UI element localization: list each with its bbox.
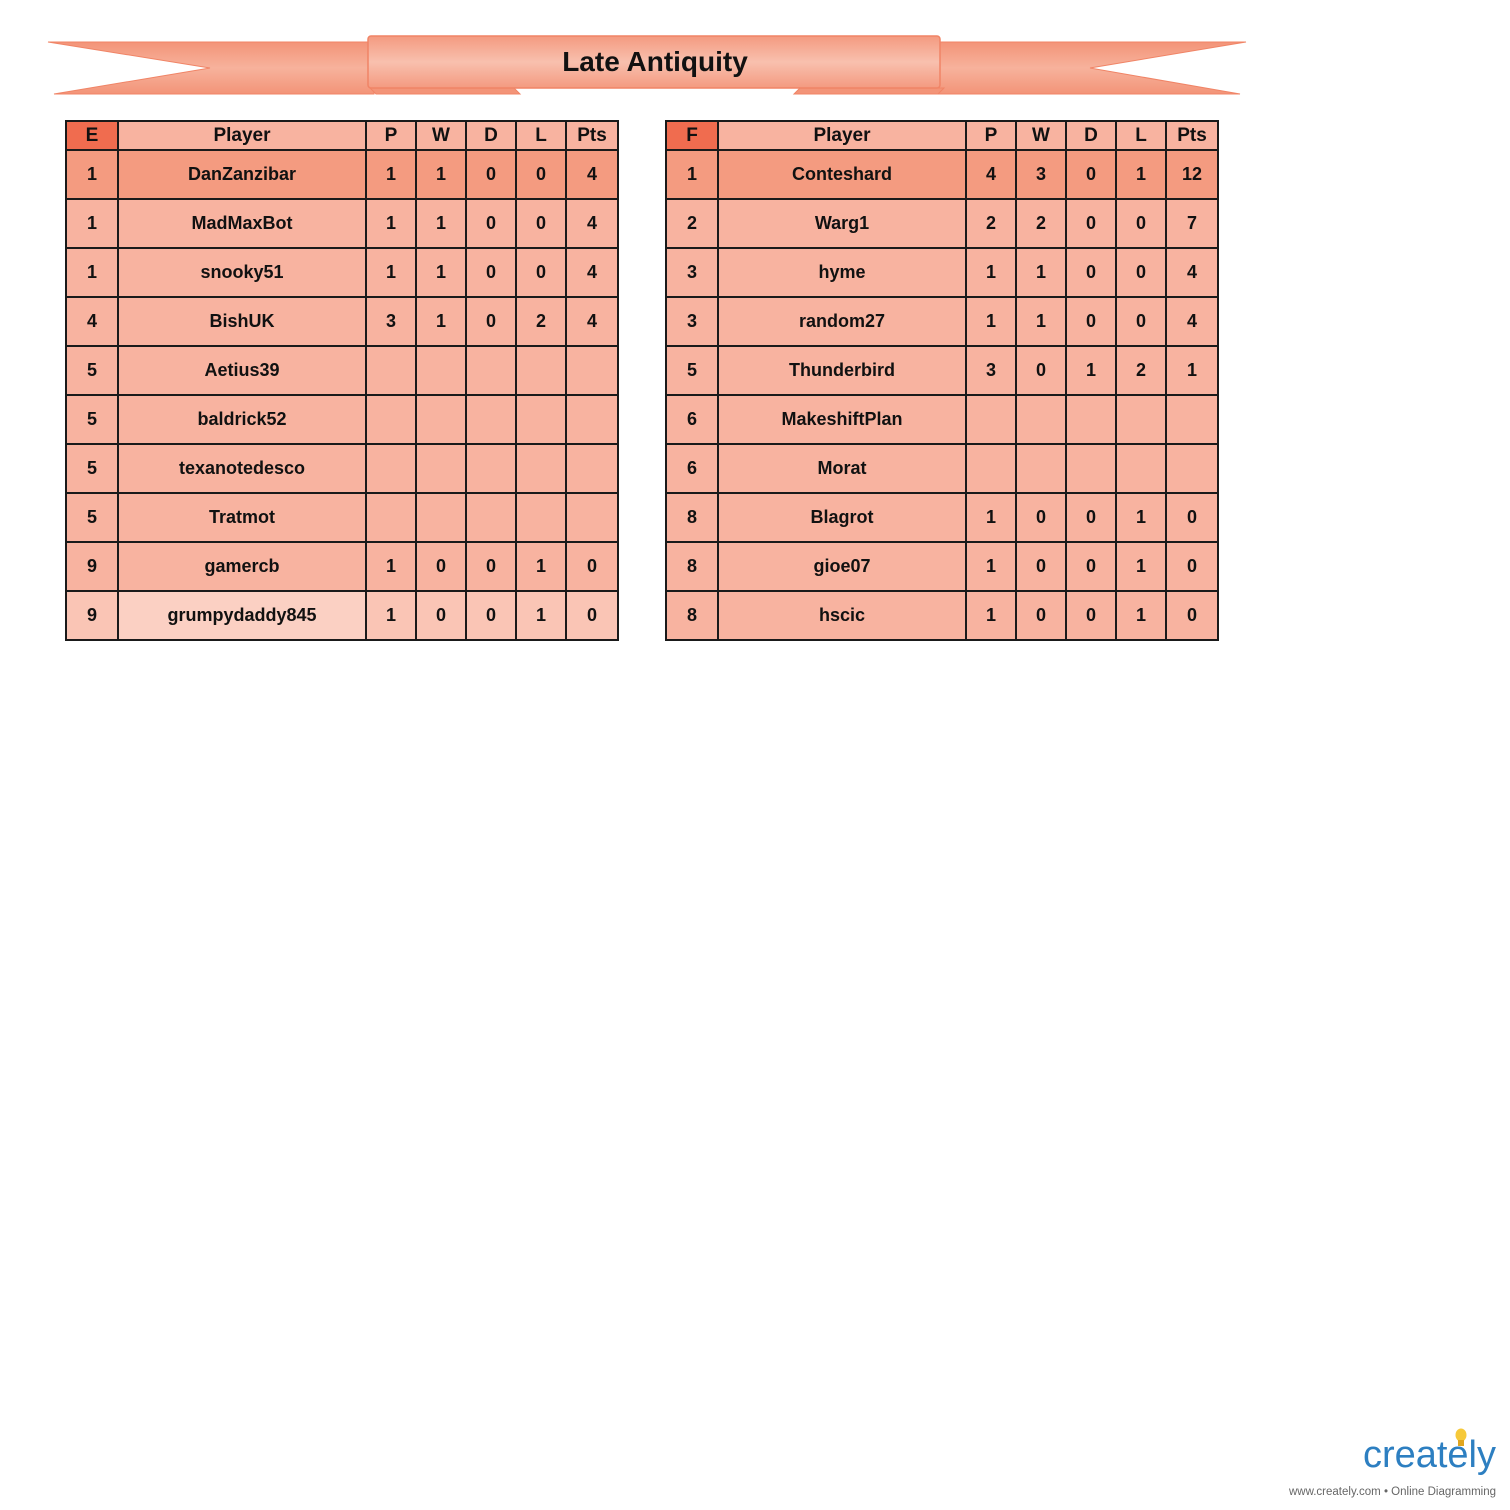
won-header: W	[416, 121, 466, 150]
won-cell: 0	[416, 591, 466, 640]
played-cell	[966, 444, 1016, 493]
won-header: W	[1016, 121, 1066, 150]
points-cell: 4	[1166, 248, 1218, 297]
player-cell: Aetius39	[118, 346, 366, 395]
player-cell: snooky51	[118, 248, 366, 297]
logo-wordmark: creately	[1362, 1434, 1496, 1476]
points-cell: 1	[1166, 346, 1218, 395]
lost-cell	[516, 395, 566, 444]
points-cell: 7	[1166, 199, 1218, 248]
drawn-cell	[466, 395, 516, 444]
points-cell	[566, 493, 618, 542]
rank-cell: 1	[66, 199, 118, 248]
rank-cell: 1	[666, 150, 718, 199]
table-row	[66, 150, 618, 199]
group-f-table	[665, 120, 1219, 641]
player-cell: Tratmot	[118, 493, 366, 542]
lost-cell: 2	[516, 297, 566, 346]
lost-cell: 1	[516, 542, 566, 591]
played-cell: 1	[366, 150, 416, 199]
player-cell: Warg1	[718, 199, 966, 248]
won-cell	[1016, 395, 1066, 444]
won-cell: 0	[1016, 493, 1066, 542]
drawn-cell: 0	[1066, 591, 1116, 640]
drawn-header: D	[466, 121, 516, 150]
lost-cell	[516, 346, 566, 395]
won-cell	[416, 493, 466, 542]
drawn-cell: 0	[466, 199, 516, 248]
rank-cell: 5	[666, 346, 718, 395]
points-cell: 0	[566, 591, 618, 640]
played-cell: 1	[966, 248, 1016, 297]
drawn-cell	[466, 444, 516, 493]
points-cell	[566, 395, 618, 444]
won-cell	[416, 346, 466, 395]
rank-cell: 4	[66, 297, 118, 346]
table-row	[66, 199, 618, 248]
drawn-header: D	[1066, 121, 1116, 150]
table-row	[666, 346, 1218, 395]
played-cell	[966, 395, 1016, 444]
player-header: Player	[718, 121, 966, 150]
won-cell	[416, 444, 466, 493]
player-cell: baldrick52	[118, 395, 366, 444]
page-title: Late Antiquity	[562, 46, 748, 77]
lost-cell	[1116, 395, 1166, 444]
lost-header: L	[1116, 121, 1166, 150]
drawn-cell	[1066, 444, 1116, 493]
points-cell: 0	[1166, 542, 1218, 591]
rank-cell: 8	[666, 542, 718, 591]
player-cell: random27	[718, 297, 966, 346]
played-header: P	[966, 121, 1016, 150]
banner-right-tail	[920, 42, 1246, 94]
player-cell: Morat	[718, 444, 966, 493]
played-cell	[366, 346, 416, 395]
won-cell: 1	[416, 199, 466, 248]
lost-cell: 1	[1116, 542, 1166, 591]
player-cell: hyme	[718, 248, 966, 297]
logo-tagline: www.creately.com • Online Diagramming	[1288, 1486, 1496, 1498]
table-row	[66, 346, 618, 395]
points-cell: 12	[1166, 150, 1218, 199]
points-cell: 0	[566, 542, 618, 591]
banner-left-tail	[48, 42, 374, 94]
drawn-cell: 0	[466, 297, 516, 346]
rank-cell: 6	[666, 395, 718, 444]
drawn-cell: 0	[466, 542, 516, 591]
won-cell	[1016, 444, 1066, 493]
played-cell: 1	[366, 591, 416, 640]
points-cell	[566, 346, 618, 395]
player-cell: hscic	[718, 591, 966, 640]
played-cell	[366, 444, 416, 493]
creately-logo	[1266, 1428, 1496, 1498]
player-cell: gioe07	[718, 542, 966, 591]
player-cell: MadMaxBot	[118, 199, 366, 248]
points-header: Pts	[1166, 121, 1218, 150]
table-row	[66, 248, 618, 297]
lost-cell: 0	[516, 199, 566, 248]
drawn-cell: 0	[466, 248, 516, 297]
player-cell: texanotedesco	[118, 444, 366, 493]
played-cell: 1	[366, 542, 416, 591]
won-cell	[416, 395, 466, 444]
lost-cell: 1	[516, 591, 566, 640]
won-cell: 1	[416, 297, 466, 346]
player-header: Player	[118, 121, 366, 150]
player-cell: DanZanzibar	[118, 150, 366, 199]
points-cell: 4	[566, 297, 618, 346]
rank-cell: 5	[66, 493, 118, 542]
lost-cell	[1116, 444, 1166, 493]
table-row	[666, 150, 1218, 199]
played-cell: 1	[966, 542, 1016, 591]
drawn-cell: 0	[1066, 199, 1116, 248]
drawn-cell: 0	[1066, 150, 1116, 199]
player-cell: Thunderbird	[718, 346, 966, 395]
points-cell: 4	[1166, 297, 1218, 346]
played-cell: 1	[366, 248, 416, 297]
won-cell: 0	[1016, 542, 1066, 591]
table-row	[66, 493, 618, 542]
table-row	[666, 542, 1218, 591]
won-cell: 3	[1016, 150, 1066, 199]
drawn-cell: 1	[1066, 346, 1116, 395]
won-cell: 1	[1016, 248, 1066, 297]
rank-cell: 5	[66, 444, 118, 493]
points-cell: 0	[1166, 493, 1218, 542]
played-cell: 1	[966, 297, 1016, 346]
table-row	[666, 591, 1218, 640]
played-cell	[366, 493, 416, 542]
rank-cell: 2	[666, 199, 718, 248]
rank-cell: 5	[66, 346, 118, 395]
lost-cell	[516, 493, 566, 542]
drawn-cell	[1066, 395, 1116, 444]
played-cell: 2	[966, 199, 1016, 248]
won-cell: 1	[1016, 297, 1066, 346]
lost-cell: 0	[516, 248, 566, 297]
group-label: F	[666, 121, 718, 150]
rank-cell: 3	[666, 248, 718, 297]
rank-cell: 1	[66, 248, 118, 297]
won-cell: 1	[416, 150, 466, 199]
played-cell: 3	[966, 346, 1016, 395]
rank-cell: 5	[66, 395, 118, 444]
played-cell: 1	[966, 591, 1016, 640]
table-row	[66, 395, 618, 444]
rank-cell: 3	[666, 297, 718, 346]
drawn-cell: 0	[466, 150, 516, 199]
played-cell: 3	[366, 297, 416, 346]
lost-cell: 1	[1116, 493, 1166, 542]
player-cell: MakeshiftPlan	[718, 395, 966, 444]
table-row	[666, 199, 1218, 248]
drawn-cell: 0	[1066, 542, 1116, 591]
points-cell: 4	[566, 248, 618, 297]
rank-cell: 9	[66, 542, 118, 591]
lost-cell: 1	[1116, 591, 1166, 640]
won-cell: 1	[416, 248, 466, 297]
won-cell: 0	[1016, 591, 1066, 640]
player-cell: BishUK	[118, 297, 366, 346]
rank-cell: 8	[666, 591, 718, 640]
played-header: P	[366, 121, 416, 150]
rank-cell: 6	[666, 444, 718, 493]
table-row	[666, 444, 1218, 493]
drawn-cell: 0	[1066, 248, 1116, 297]
points-cell	[566, 444, 618, 493]
player-cell: gamercb	[118, 542, 366, 591]
table-row	[66, 297, 618, 346]
lost-cell: 0	[1116, 199, 1166, 248]
played-cell: 1	[366, 199, 416, 248]
points-cell: 4	[566, 150, 618, 199]
header-row	[666, 121, 1218, 150]
played-cell: 4	[966, 150, 1016, 199]
drawn-cell: 0	[1066, 493, 1116, 542]
rank-cell: 8	[666, 493, 718, 542]
header-row	[66, 121, 618, 150]
lost-cell: 0	[1116, 248, 1166, 297]
player-cell: Blagrot	[718, 493, 966, 542]
played-cell	[366, 395, 416, 444]
points-header: Pts	[566, 121, 618, 150]
drawn-cell: 0	[1066, 297, 1116, 346]
table-row	[666, 248, 1218, 297]
won-cell: 2	[1016, 199, 1066, 248]
lost-cell: 2	[1116, 346, 1166, 395]
points-cell: 0	[1166, 591, 1218, 640]
table-row	[666, 297, 1218, 346]
lost-header: L	[516, 121, 566, 150]
points-cell: 4	[566, 199, 618, 248]
lost-cell	[516, 444, 566, 493]
table-row	[666, 493, 1218, 542]
lost-cell: 1	[1116, 150, 1166, 199]
table-row	[66, 542, 618, 591]
group-label: E	[66, 121, 118, 150]
table-row	[666, 395, 1218, 444]
rank-cell: 9	[66, 591, 118, 640]
points-cell	[1166, 444, 1218, 493]
points-cell	[1166, 395, 1218, 444]
player-cell: Conteshard	[718, 150, 966, 199]
rank-cell: 1	[66, 150, 118, 199]
played-cell: 1	[966, 493, 1016, 542]
won-cell: 0	[416, 542, 466, 591]
group-e-table	[65, 120, 619, 641]
lost-cell: 0	[516, 150, 566, 199]
drawn-cell: 0	[466, 591, 516, 640]
lost-cell: 0	[1116, 297, 1166, 346]
drawn-cell	[466, 346, 516, 395]
player-cell: grumpydaddy845	[118, 591, 366, 640]
won-cell: 0	[1016, 346, 1066, 395]
table-row	[66, 591, 618, 640]
drawn-cell	[466, 493, 516, 542]
table-row	[66, 444, 618, 493]
